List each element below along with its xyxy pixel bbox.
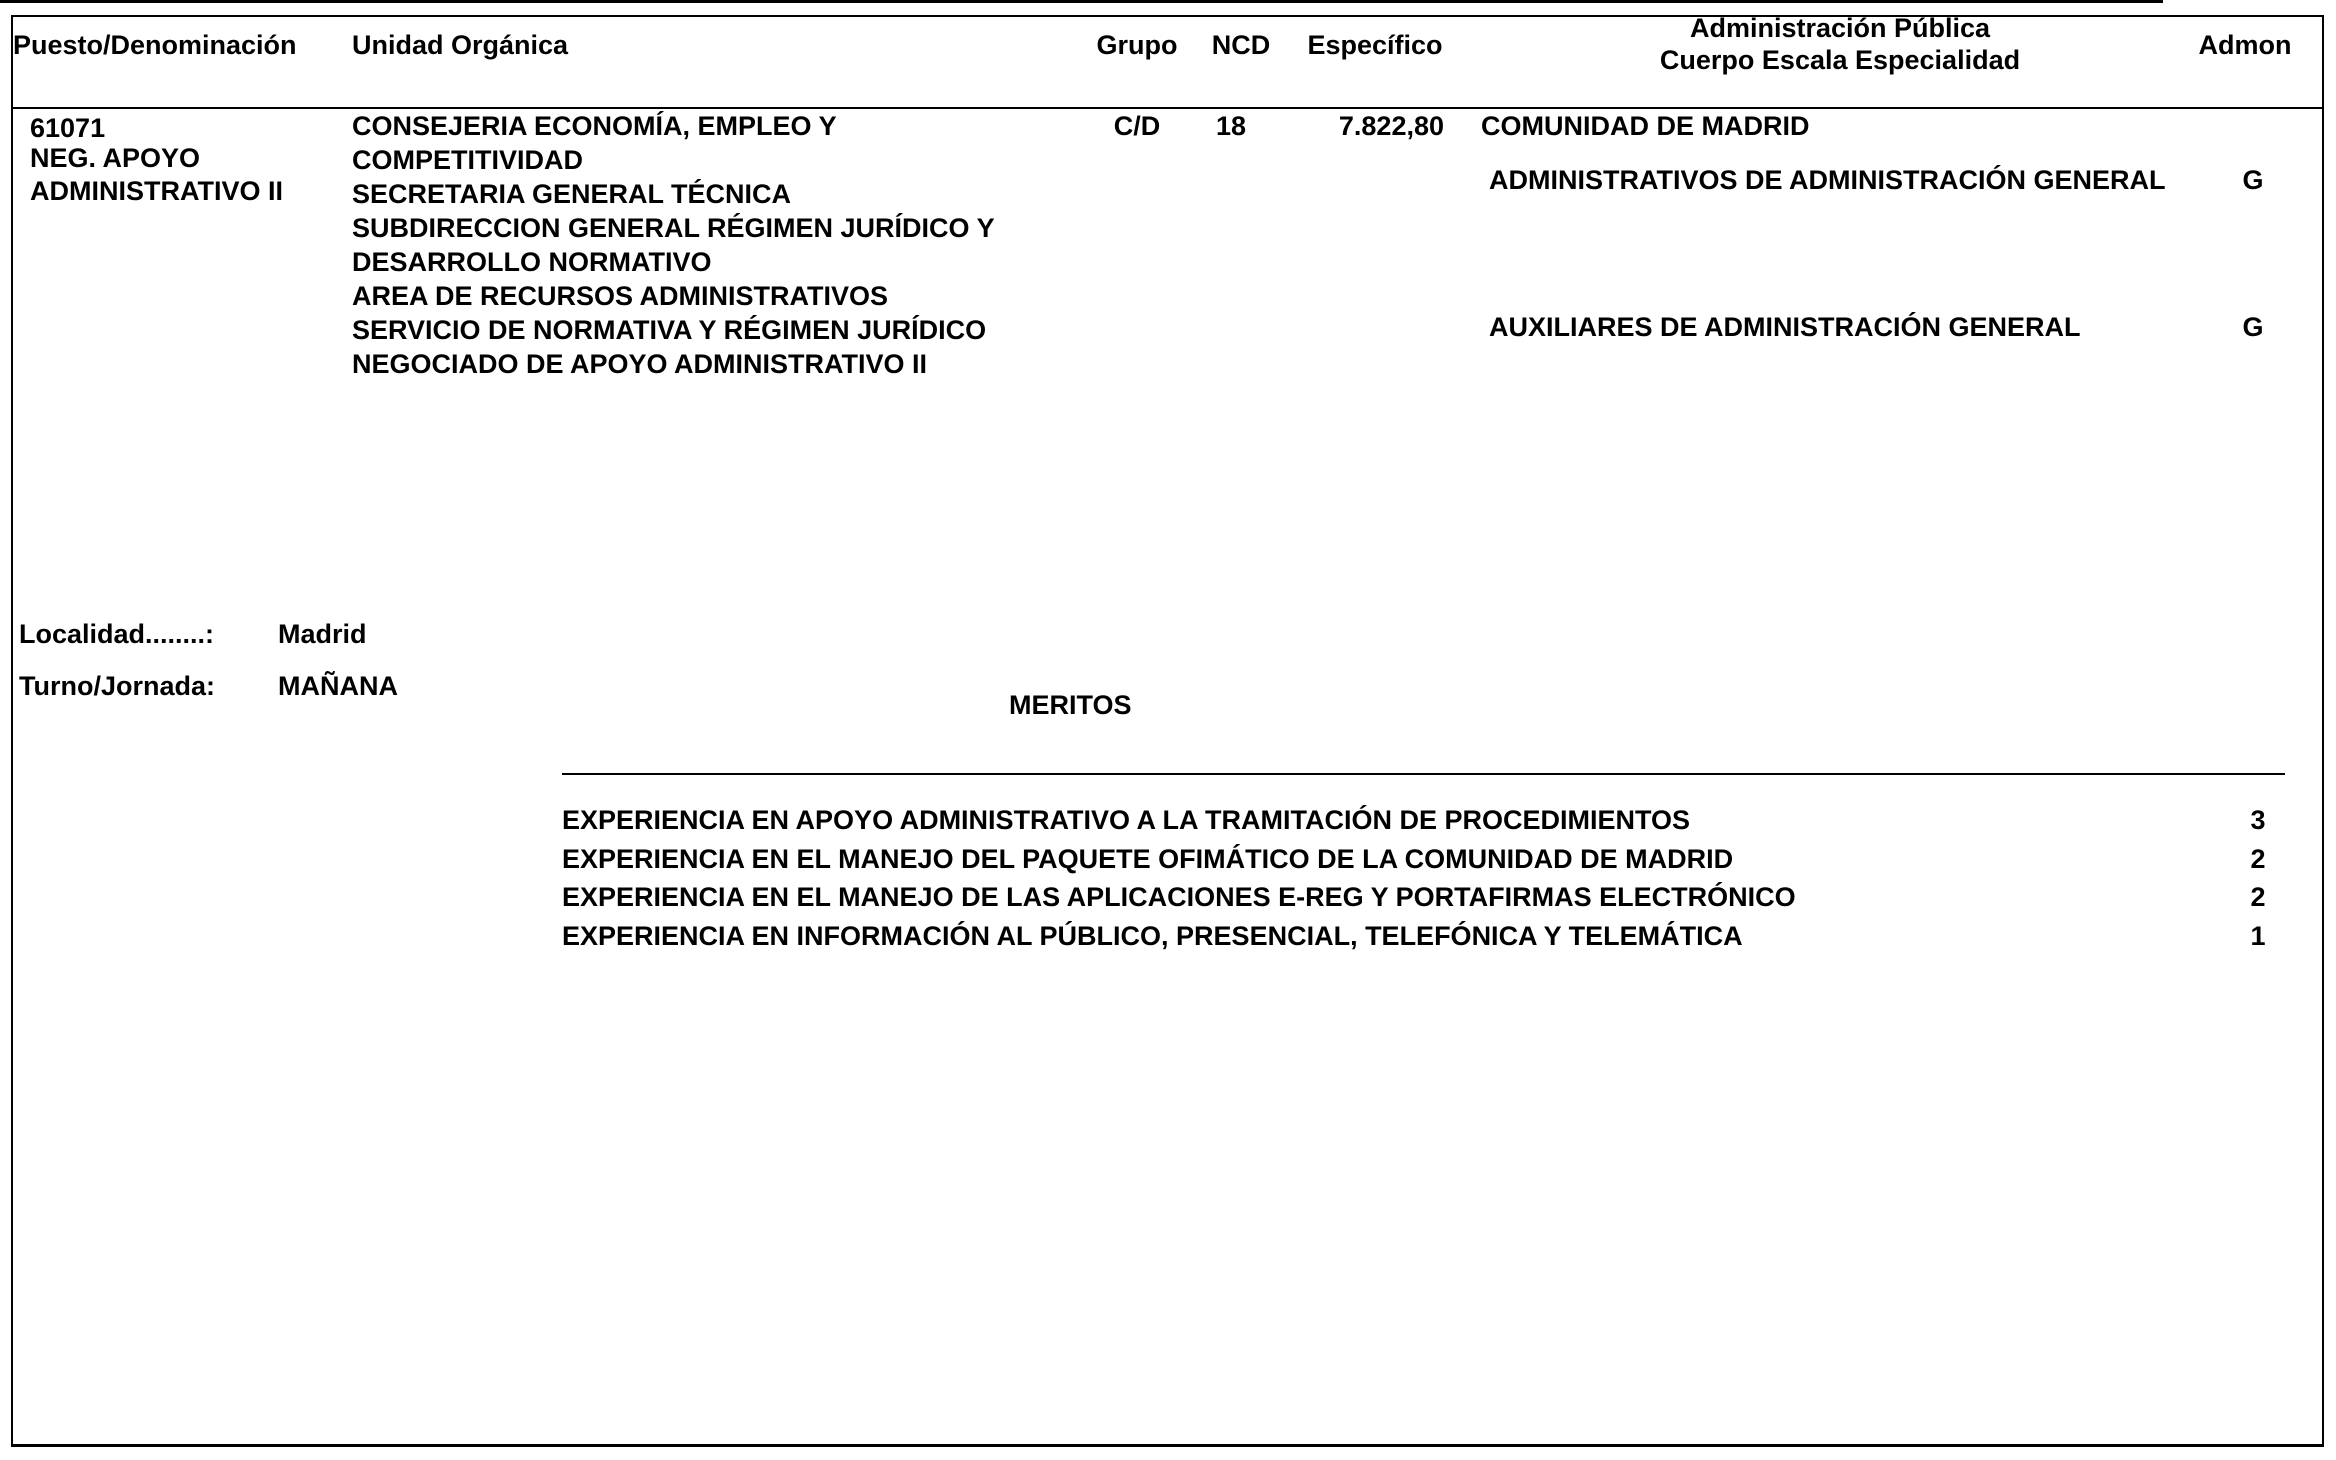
especifico-value: 7.822,80 bbox=[1338, 111, 1444, 141]
merito-puntos: 3 bbox=[2250, 805, 2266, 835]
puesto-codigo: 61071 bbox=[30, 113, 106, 143]
localidad-value: Madrid bbox=[278, 619, 367, 649]
merito-row bbox=[562, 842, 2275, 876]
cuerpo-admon: G bbox=[2242, 165, 2264, 195]
column-header-administracion-publica-line1: Administración Pública bbox=[1689, 13, 1991, 43]
column-header-especifico: Específico bbox=[1307, 30, 1443, 60]
merito-descripcion: EXPERIENCIA EN INFORMACIÓN AL PÚBLICO, PRESENCIAL, TELEFÓNICA Y TELEMÁTICA bbox=[562, 921, 1743, 951]
merito-descripcion: EXPERIENCIA EN EL MANEJO DEL PAQUETE OFIMÁTICO DE LA COMUNIDAD DE MADRID bbox=[562, 844, 1734, 874]
column-header-grupo: Grupo bbox=[1096, 30, 1178, 60]
unidad-organica-item: NEGOCIADO DE APOYO ADMINISTRATIVO II bbox=[352, 349, 928, 379]
merito-descripcion: EXPERIENCIA EN APOYO ADMINISTRATIVO A LA TRAMITACIÓN DE PROCEDIMIENTOS bbox=[562, 805, 1691, 835]
grupo-value: C/D bbox=[1113, 111, 1161, 141]
cuerpo-admon: G bbox=[2242, 312, 2264, 342]
unidad-organica-list bbox=[352, 109, 1062, 381]
column-header-unidad: Unidad Orgánica bbox=[352, 30, 569, 60]
cuerpo-nombre: AUXILIARES DE ADMINISTRACIÓN GENERAL bbox=[1489, 312, 2081, 342]
unidad-organica-item: SERVICIO DE NORMATIVA Y RÉGIMEN JURÍDICO bbox=[352, 315, 987, 345]
merito-row bbox=[562, 880, 2275, 914]
unidad-organica-item: SUBDIRECCION GENERAL RÉGIMEN JURÍDICO Y DESARROLLO NORMATIVO bbox=[352, 213, 995, 277]
unidad-organica-item: AREA DE RECURSOS ADMINISTRATIVOS bbox=[352, 281, 889, 311]
meritos-title: MERITOS bbox=[1009, 690, 1132, 720]
cuerpo-nombre: ADMINISTRATIVOS DE ADMINISTRACIÓN GENERAL bbox=[1489, 165, 2166, 195]
merito-row bbox=[562, 919, 2275, 953]
column-header-puesto: Puesto/Denominación bbox=[13, 30, 297, 60]
top-edge-rule bbox=[0, 0, 2163, 3]
column-header-admon: Admon bbox=[2198, 30, 2292, 60]
puesto-denominacion: NEG. APOYO ADMINISTRATIVO II bbox=[30, 143, 283, 206]
unidad-organica-item: SECRETARIA GENERAL TÉCNICA bbox=[352, 179, 792, 209]
column-header-cuerpo-escala-especialidad: Cuerpo Escala Especialidad bbox=[1659, 45, 2021, 75]
unidad-organica-item: CONSEJERIA ECONOMÍA, EMPLEO Y COMPETITIVIDAD bbox=[352, 111, 837, 175]
meritos-list bbox=[562, 803, 2275, 983]
administracion-publica-value: COMUNIDAD DE MADRID bbox=[1481, 111, 1810, 141]
merito-row bbox=[562, 803, 2275, 837]
ncd-value: 18 bbox=[1215, 111, 1247, 141]
localidad-label: Localidad........: bbox=[19, 619, 215, 649]
merito-puntos: 2 bbox=[2250, 882, 2266, 912]
column-header-ncd: NCD bbox=[1211, 30, 1271, 60]
merito-puntos: 1 bbox=[2250, 921, 2266, 951]
column-header-administracion-publica bbox=[1590, 12, 2090, 76]
meritos-separator-rule bbox=[562, 773, 2285, 775]
merito-puntos: 2 bbox=[2250, 844, 2266, 874]
turno-jornada-label: Turno/Jornada: bbox=[19, 671, 216, 701]
turno-jornada-value: MAÑANA bbox=[278, 671, 398, 701]
merito-descripcion: EXPERIENCIA EN EL MANEJO DE LAS APLICACIONES E-REG Y PORTAFIRMAS ELECTRÓNICO bbox=[562, 882, 1796, 912]
